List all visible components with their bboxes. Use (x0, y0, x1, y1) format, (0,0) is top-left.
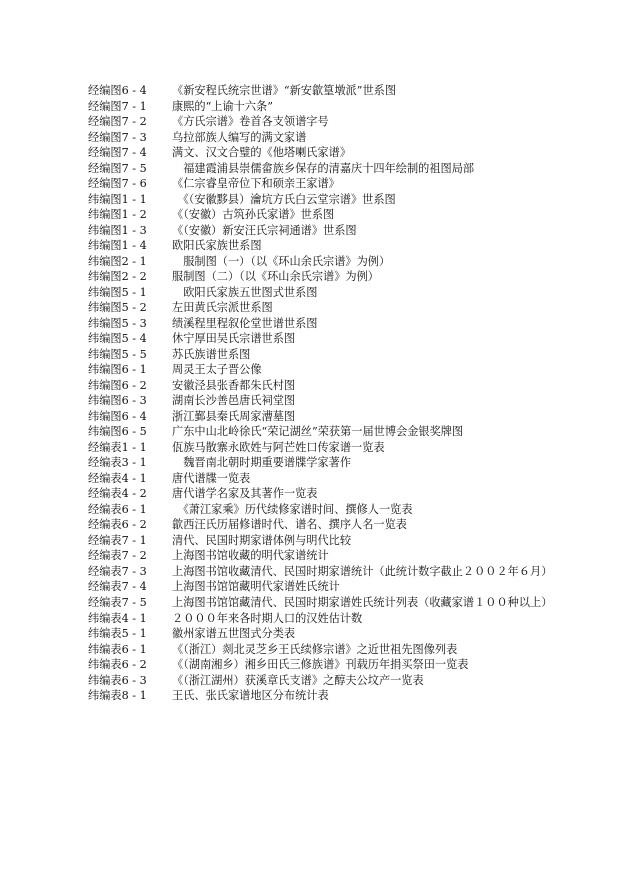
index-entry (88, 130, 600, 146)
entry-code: 经编表6 - 1 (88, 502, 147, 516)
index-entry (88, 176, 600, 192)
entry-code: 经编表4 - 2 (88, 487, 147, 500)
index-entry (88, 409, 600, 425)
index-entry (88, 285, 600, 301)
entry-title: 唐代谱牒一览表 (172, 471, 251, 485)
entry-title: 服制图（一）（以《环山余氏宗谱》为例） (172, 254, 391, 268)
entry-title: 乌拉部族人编写的满文家谱 (172, 130, 307, 144)
index-entry (88, 688, 600, 704)
entry-code: 纬编表6 - 1 (88, 642, 147, 656)
index-entry (88, 533, 600, 549)
index-entry (88, 548, 600, 564)
index-entry (88, 269, 600, 285)
entry-title: 欧阳氏家族五世图式世系图 (172, 285, 318, 299)
entry-title: 清代、民国时期家谱体例与明代比较 (172, 533, 352, 547)
index-entry (88, 192, 600, 208)
entry-title: 上海图书馆收藏清代、民国时期家谱统计（此统计数字截止２００２年６月） (172, 564, 553, 578)
figure-table-index-list (88, 83, 600, 704)
entry-title: 徽州家谱五世图式分类表 (172, 627, 296, 641)
entry-code: 经编表4 - 1 (88, 471, 147, 485)
entry-title: 《新安程氏统宗世谱》“新安歙篁墩派”世系图 (172, 84, 397, 97)
entry-code: 经编表7 - 2 (88, 549, 147, 562)
index-entry (88, 642, 600, 658)
index-entry (88, 362, 600, 378)
entry-title: 左田黄氏宗派世系图 (172, 301, 273, 314)
entry-title: 王氏、张氏家谱地区分布统计表 (172, 689, 329, 703)
entry-code: 纬编图1 - 2 (88, 208, 147, 221)
index-entry (88, 347, 600, 363)
entry-code: 经编表7 - 5 (88, 595, 147, 609)
entry-title: 上海图书馆收藏的明代家谱统计 (172, 549, 329, 562)
entry-code: 纬编图1 - 4 (88, 239, 147, 252)
entry-code: 经编图7 - 3 (88, 130, 147, 144)
entry-title: 湖南长沙善邑唐氏祠堂图 (172, 394, 296, 407)
entry-title: 《（浙江湖州）获溪章氏支谱》之醇夫公坟产一览表 (172, 673, 424, 687)
entry-title: 魏晋南北朝时期重要谱牒学家著作 (172, 456, 352, 469)
entry-code: 经编表7 - 3 (88, 564, 147, 578)
entry-code: 纬编图6 - 1 (88, 363, 147, 376)
index-entry (88, 455, 600, 471)
index-entry (88, 486, 600, 502)
entry-code: 经编图6 - 4 (88, 84, 147, 97)
entry-title: 《（浙江）剡北灵芝乡王氏续修宗谱》之近世祖先图像列表 (172, 642, 458, 656)
entry-title: 歙西汪氏历届修谱时代、谱名、撰序人名一览表 (172, 518, 407, 531)
entry-title: 《（安徽）新安汪氏宗祠通谱》世系图 (172, 223, 357, 237)
index-entry (88, 99, 600, 115)
entry-title: 《仁宗睿皇帝位下和硕亲王家谱》 (172, 177, 340, 190)
entry-title: 《（湖南湘乡）湘乡田氏三修族谱》刊载历年捐买祭田一览表 (172, 658, 469, 672)
entry-code: 纬编表6 - 2 (88, 658, 147, 672)
index-entry (88, 254, 600, 270)
index-entry (88, 440, 600, 456)
index-entry (88, 238, 600, 254)
entry-code: 经编表6 - 2 (88, 518, 147, 531)
entry-code: 经编表1 - 1 (88, 440, 147, 454)
index-entry (88, 517, 600, 533)
entry-code: 经编图7 - 2 (88, 115, 147, 128)
index-entry (88, 626, 600, 642)
entry-title: 上海图书馆馆藏明代家谱姓氏统计 (172, 580, 340, 594)
entry-code: 纬编图6 - 4 (88, 409, 147, 423)
entry-code: 纬编表4 - 1 (88, 611, 147, 625)
entry-title: 《（安徽）古筑孙氏家谱》世系图 (172, 208, 335, 221)
index-entry (88, 471, 600, 487)
index-entry (88, 657, 600, 673)
entry-code: 经编图7 - 6 (88, 177, 147, 190)
entry-code: 纬编图6 - 2 (88, 378, 147, 392)
entry-title: 佤族马散寨永欧姓与阿芒姓口传家谱一览表 (172, 440, 385, 454)
entry-title: 《方氏宗谱》卷首各支领谱字号 (172, 115, 329, 128)
index-entry (88, 161, 600, 177)
index-entry (88, 611, 600, 627)
entry-code: 纬编图1 - 1 (88, 192, 147, 206)
index-entry (88, 378, 600, 394)
index-entry (88, 502, 600, 518)
entry-title: 欧阳氏家族世系图 (172, 239, 262, 252)
index-entry (88, 207, 600, 223)
entry-title: 服制图（二）（以《环山余氏宗谱》为例） (172, 270, 379, 283)
entry-code: 经编表7 - 1 (88, 533, 147, 547)
entry-code: 纬编表6 - 3 (88, 673, 147, 687)
entry-code: 纬编图5 - 1 (88, 285, 147, 299)
entry-title: 周灵王太子晋公像 (172, 363, 262, 376)
entry-title: 唐代谱学名家及其著作一览表 (172, 487, 318, 500)
index-entry (88, 300, 600, 316)
entry-code: 纬编图1 - 3 (88, 223, 147, 237)
entry-title: 福建霞浦县崇儒畲族乡保存的清嘉庆十四年绘制的祖图局部 (172, 161, 475, 175)
entry-code: 经编图7 - 4 (88, 146, 147, 159)
entry-title: 康熙的“上谕十六条” (172, 99, 273, 113)
index-entry (88, 595, 600, 611)
entry-title: 《萧江家乘》历代续修家谱时间、撰修人一览表 (172, 502, 413, 516)
entry-title: ２０００年来各时期人口的汉姓估计数 (172, 611, 363, 625)
entry-code: 经编表3 - 1 (88, 456, 147, 469)
entry-code: 纬编表5 - 1 (88, 627, 147, 641)
entry-title: 浙江鄞县秦氏周家漕墓图 (172, 409, 296, 423)
entry-code: 纬编图5 - 2 (88, 301, 147, 314)
index-entry (88, 393, 600, 409)
index-entry (88, 316, 600, 332)
entry-code: 经编图7 - 1 (88, 99, 147, 113)
entry-code: 纬编图5 - 3 (88, 316, 147, 330)
entry-title: 《（安徽黟县）瀹坑方氏白云堂宗谱》世系图 (172, 192, 396, 206)
entry-code: 纬编表8 - 1 (88, 689, 147, 703)
index-entry (88, 145, 600, 161)
entry-title: 上海图书馆馆藏清代、民国时期家谱姓氏统计列表（收藏家谱１００种以上） (172, 595, 553, 609)
index-entry (88, 114, 600, 130)
entry-title: 广东中山北岭徐氏“荣记湖丝”荣获第一届世博会金银奖牌图 (172, 425, 464, 438)
entry-code: 纬编图6 - 5 (88, 425, 147, 438)
entry-code: 纬编图2 - 2 (88, 270, 147, 283)
index-entry (88, 564, 600, 580)
index-entry (88, 83, 600, 99)
entry-code: 纬编图5 - 5 (88, 347, 147, 361)
entry-title: 休宁厚田吴氏宗谱世系图 (172, 332, 296, 345)
entry-code: 纬编图6 - 3 (88, 394, 147, 407)
entry-title: 满文、汉文合璧的《他塔喇氏家谱》 (172, 146, 352, 159)
entry-code: 纬编图2 - 1 (88, 254, 147, 268)
index-entry (88, 424, 600, 440)
index-entry (88, 579, 600, 595)
entry-code: 经编表7 - 4 (88, 580, 147, 594)
index-entry (88, 673, 600, 689)
index-entry (88, 223, 600, 239)
entry-title: 安徽泾县张香都朱氏村图 (172, 378, 296, 392)
index-entry (88, 331, 600, 347)
entry-code: 经编图7 - 5 (88, 161, 147, 175)
entry-title: 苏氏族谱世系图 (172, 347, 251, 361)
entry-title: 绩溪程里程叙伦堂世谱世系图 (172, 316, 318, 330)
entry-code: 纬编图5 - 4 (88, 332, 147, 345)
